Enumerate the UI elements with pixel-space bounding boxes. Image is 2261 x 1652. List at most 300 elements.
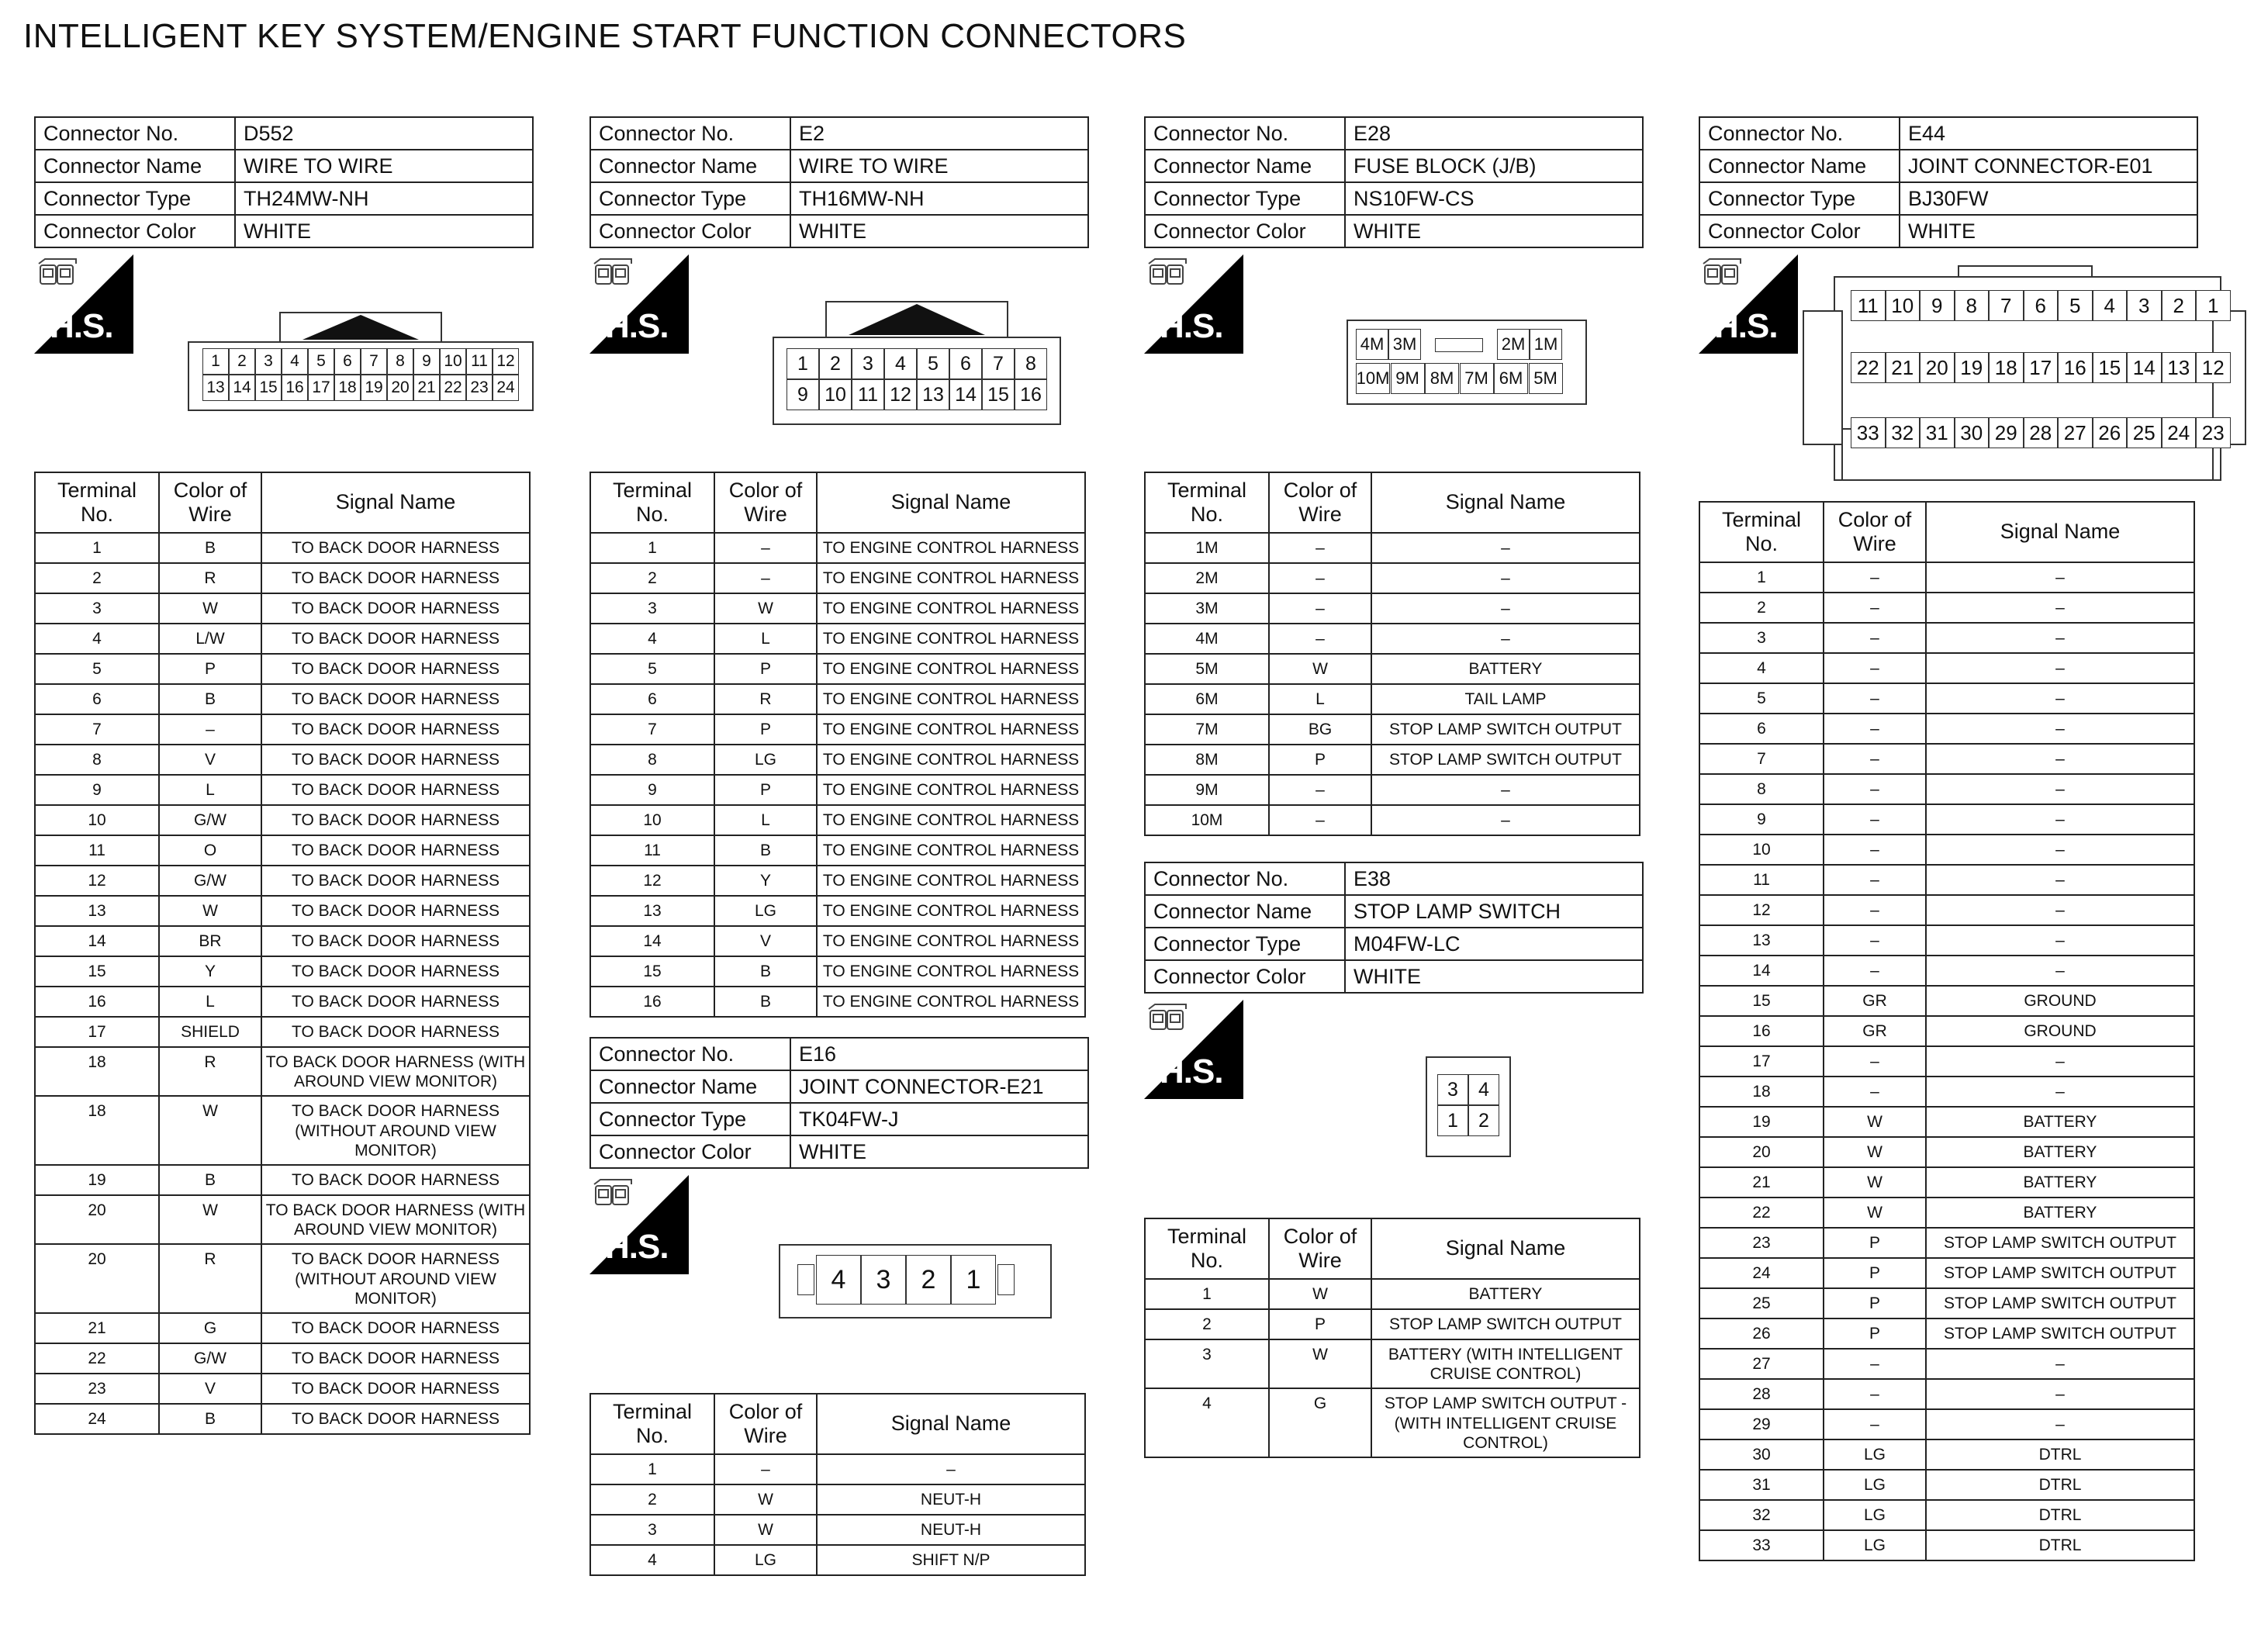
terminal-no: 15 [35,956,159,987]
terminal-row [35,1165,530,1195]
connector-type-value: NS10FW-CS [1345,182,1643,215]
connector-no-value: E44 [1900,117,2197,150]
wire-color: W [159,593,261,624]
pin-cell: 2 [2162,290,2197,321]
pin-cell: 20 [1920,352,1955,383]
connector-no-value: E2 [790,117,1088,150]
signal-name: – [1926,623,2194,653]
signal-name: TO ENGINE CONTROL HARNESS [817,835,1085,866]
wire-color: B [714,987,817,1017]
terminal-no: 17 [1699,1046,1824,1077]
terminal-row [1145,1388,1640,1457]
signal-name: – [1926,683,2194,714]
terminal-no: 15 [590,956,714,987]
signal-name: GROUND [1926,1016,2194,1046]
connector-name-label: Connector Name [590,150,790,182]
terminal-row [1699,744,2194,774]
terminal-no: 7 [590,714,714,745]
hs-badge-e16 [589,1175,689,1274]
wire-color: – [714,1454,817,1484]
terminal-no: 14 [590,926,714,956]
wire-color: – [1824,683,1926,714]
pin-cell: 3 [255,348,282,375]
terminal-header-row [1145,472,1640,533]
wire-color: R [159,563,261,593]
pin-cell: 7 [982,348,1015,379]
pin-cell: 16 [2058,352,2093,383]
signal-name: – [1926,714,2194,744]
terminal-row [35,835,530,866]
terminal-row [35,956,530,987]
signal-name: – [1371,624,1640,654]
terminal-no: 26 [1699,1318,1824,1349]
pin-cell: 18 [334,375,361,401]
terminal-no: 19 [35,1165,159,1195]
terminal-row [1145,1279,1640,1309]
terminal-no: 2 [590,1484,714,1515]
signal-name: TO BACK DOOR HARNESS [261,775,530,805]
signal-name: TO BACK DOOR HARNESS [261,745,530,775]
wire-color: R [714,684,817,714]
connector-type-label: Connector Type [1699,182,1900,215]
terminal-row [1699,956,2194,986]
signal-name: TO BACK DOOR HARNESS (WITHOUT AROUND VIEW MONITOR) [261,1244,530,1313]
wire-color: SHIELD [159,1017,261,1047]
terminal-row [1699,1288,2194,1318]
terminal-no: 9M [1145,775,1269,805]
pin-cell: 13 [917,379,949,410]
terminal-header-row [590,1394,1085,1454]
connector-no-value: E16 [790,1038,1088,1070]
terminal-row [35,1343,530,1374]
wire-color: LG [1824,1500,1926,1530]
terminal-no-header: Terminal No. [1699,502,1824,562]
signal-name: DTRL [1926,1439,2194,1470]
terminal-no: 2 [35,563,159,593]
connector-info-table [1144,862,1644,994]
connector-side-rail [1803,310,1843,445]
signal-name: TO ENGINE CONTROL HARNESS [817,896,1085,926]
pin-cell: 4 [816,1255,861,1305]
pin-cell: 1 [951,1255,996,1305]
terminal-header-row [35,472,530,533]
terminal-row [1145,1339,1640,1388]
terminal-no: 2 [1699,593,1824,623]
pin-cell: 4M [1356,329,1388,360]
terminal-row [35,1017,530,1047]
terminal-row [35,1047,530,1096]
pin-cell: 6 [949,348,982,379]
terminal-row [35,805,530,835]
terminal-row [590,926,1085,956]
connector-d552-header [34,116,534,248]
signal-name: GROUND [1926,986,2194,1016]
pin-cell: 21 [413,375,440,401]
wire-color: P [1269,1309,1371,1339]
signal-name: TO BACK DOOR HARNESS (WITH AROUND VIEW MONITOR) [261,1047,530,1096]
connector-color-label: Connector Color [1145,215,1345,247]
wire-color: L [714,805,817,835]
terminal-no: 9 [35,775,159,805]
pin-cell: 1M [1530,329,1562,360]
pin-cell: 18 [1989,352,2024,383]
wire-color: – [1824,562,1926,593]
terminal-row [35,563,530,593]
terminal-table [589,1393,1086,1576]
terminal-row [1699,774,2194,804]
signal-name: STOP LAMP SWITCH OUTPUT [1371,1309,1640,1339]
wire-color: Y [159,956,261,987]
connector-face-d552 [188,312,534,411]
signal-name: TO BACK DOOR HARNESS [261,805,530,835]
terminal-row [1145,563,1640,593]
signal-name-header: Signal Name [1926,502,2194,562]
signal-name: TO BACK DOOR HARNESS [261,835,530,866]
connector-color-label: Connector Color [590,215,790,247]
terminal-no: 8 [590,745,714,775]
signal-name: TO BACK DOOR HARNESS [261,896,530,926]
terminal-row [35,745,530,775]
signal-name: TO BACK DOOR HARNESS [261,1165,530,1195]
signal-name-header: Signal Name [1371,1218,1640,1279]
connector-e44-header [1699,116,2198,248]
connector-face-e16 [779,1244,1052,1318]
terminal-no: 21 [35,1313,159,1343]
terminal-row [35,926,530,956]
wire-color: B [714,956,817,987]
terminal-row [1699,1016,2194,1046]
pin-cell: 16 [282,375,308,401]
wire-color: – [1824,593,1926,623]
terminal-no: 5M [1145,654,1269,684]
connector-info-table [589,116,1089,248]
wire-color: W [1269,1339,1371,1388]
terminal-no: 21 [1699,1167,1824,1198]
terminal-no: 20 [1699,1137,1824,1167]
connector-face-e28 [1347,320,1587,405]
connector-color-label: Connector Color [1145,960,1345,993]
wire-color: – [1269,805,1371,835]
terminal-no: 8M [1145,745,1269,775]
signal-name: TO BACK DOOR HARNESS [261,654,530,684]
signal-name: STOP LAMP SWITCH OUTPUT [1926,1228,2194,1258]
terminal-row [590,1454,1085,1484]
signal-name: – [1926,774,2194,804]
terminal-row [1699,593,2194,623]
wire-color: LG [1824,1530,1926,1560]
wire-color: W [159,1096,261,1165]
terminal-row [1145,593,1640,624]
connector-type-label: Connector Type [590,1103,790,1135]
pin-cell: 8 [387,348,413,375]
hs-badge-e28 [1144,254,1243,354]
terminal-row [1699,804,2194,835]
terminal-row [590,624,1085,654]
terminal-row [1699,1530,2194,1560]
signal-name: TO BACK DOOR HARNESS [261,684,530,714]
hs-label: H.S. [605,1228,669,1266]
wire-color-header: Color of Wire [714,472,817,533]
signal-name: TO BACK DOOR HARNESS [261,1017,530,1047]
signal-name: TO ENGINE CONTROL HARNESS [817,533,1085,563]
wire-color: P [1824,1318,1926,1349]
pin-cell: 9 [1920,290,1955,321]
pin-cell: 19 [1955,352,1990,383]
terminal-row [1145,745,1640,775]
terminal-table [589,472,1086,1018]
wire-color: W [159,896,261,926]
wire-color: L [159,987,261,1017]
signal-name: DTRL [1926,1530,2194,1560]
terminal-no: 5 [590,654,714,684]
wire-color: W [1824,1137,1926,1167]
terminal-row [1699,986,2194,1016]
pin-cell: 10 [440,348,466,375]
terminal-no: 7 [1699,744,1824,774]
connector-no-label: Connector No. [1145,862,1345,895]
wire-color: B [159,1165,261,1195]
terminal-no: 12 [1699,895,1824,925]
connector-name-value: JOINT CONNECTOR-E01 [1900,150,2197,182]
wire-color: P [1269,745,1371,775]
pin-cell: 2 [906,1255,951,1305]
terminal-no: 33 [1699,1530,1824,1560]
terminal-row [35,1195,530,1244]
wire-color: W [714,1515,817,1545]
pin-cell: 21 [1886,352,1920,383]
terminal-table [1699,501,2195,1561]
connector-icon [39,259,76,284]
pin-cell: 1 [202,348,229,375]
connector-icon [1703,259,1741,284]
terminal-no: 24 [1699,1258,1824,1288]
pin-cell: 3 [1437,1074,1468,1105]
signal-name-header: Signal Name [261,472,530,533]
pin-cell: 7 [1989,290,2024,321]
wire-color: BG [1269,714,1371,745]
connector-name-label: Connector Name [1145,150,1345,182]
signal-name: BATTERY [1926,1107,2194,1137]
terminal-no: 2 [590,563,714,593]
wire-color: G/W [159,1343,261,1374]
terminal-row [1699,1077,2194,1107]
terminal-no: 4M [1145,624,1269,654]
wire-color: V [159,1374,261,1404]
wire-color: – [1824,653,1926,683]
connector-color-value: WHITE [790,215,1088,247]
terminal-no: 3 [1699,623,1824,653]
terminal-row [590,775,1085,805]
signal-name: TO BACK DOOR HARNESS [261,563,530,593]
pin-cell: 6M [1494,363,1528,394]
signal-name: – [1926,562,2194,593]
terminal-row [1699,1500,2194,1530]
terminal-no: 9 [1699,804,1824,835]
terminal-no: 1 [35,533,159,563]
terminal-no: 4 [590,624,714,654]
signal-name: NEUT-H [817,1484,1085,1515]
pin-cell: 1 [2196,290,2231,321]
terminal-no: 23 [1699,1228,1824,1258]
signal-name-header: Signal Name [1371,472,1640,533]
pin-cell: 7 [361,348,387,375]
wire-color: W [1269,1279,1371,1309]
pin-cell: 33 [1851,417,1886,448]
wire-color: – [1824,1409,1926,1439]
hs-badge-d552 [34,254,133,354]
wire-color: R [159,1047,261,1096]
wire-color: P [714,714,817,745]
terminal-no: 28 [1699,1379,1824,1409]
terminal-no: 29 [1699,1409,1824,1439]
signal-name: – [817,1454,1085,1484]
pin-cell: 3 [852,348,884,379]
wire-color: LG [1824,1439,1926,1470]
terminal-no: 9 [590,775,714,805]
connector-key-slot [1435,338,1483,352]
pin-cell: 31 [1920,417,1955,448]
signal-name: TO BACK DOOR HARNESS [261,714,530,745]
wire-color: LG [714,745,817,775]
connector-info-table [589,1037,1089,1169]
pin-cell: 26 [2093,417,2128,448]
terminal-row [1699,1439,2194,1470]
terminal-header-row [1699,502,2194,562]
pin-cell: 15 [255,375,282,401]
wire-color: LG [714,1545,817,1575]
pin-cell: 13 [202,375,229,401]
connector-end-slot [797,1264,814,1295]
terminal-row [35,593,530,624]
signal-name: DTRL [1926,1500,2194,1530]
signal-name: – [1371,533,1640,563]
terminal-no: 18 [35,1096,159,1165]
signal-name: TO BACK DOOR HARNESS [261,1343,530,1374]
wire-color: – [714,563,817,593]
pin-cell: 4 [2093,290,2128,321]
signal-name: TO ENGINE CONTROL HARNESS [817,624,1085,654]
terminal-no: 14 [35,926,159,956]
pin-cell: 11 [852,379,884,410]
terminal-no: 16 [35,987,159,1017]
pin-cell: 2M [1497,329,1530,360]
terminal-row [1699,1349,2194,1379]
wire-color: – [1269,533,1371,563]
signal-name: TO ENGINE CONTROL HARNESS [817,654,1085,684]
connector-type-label: Connector Type [35,182,235,215]
signal-name: – [1926,653,2194,683]
signal-name: BATTERY [1926,1167,2194,1198]
terminal-no-header: Terminal No. [1145,1218,1269,1279]
terminal-no: 7 [35,714,159,745]
terminal-no: 13 [35,896,159,926]
connector-type-label: Connector Type [590,182,790,215]
pin-cell: 22 [1851,352,1886,383]
connector-color-value: WHITE [1345,960,1643,993]
terminal-table-e2 [589,472,1086,1018]
pin-cell: 4 [884,348,917,379]
terminal-row [35,533,530,563]
connector-e38-header [1144,862,1644,994]
terminal-row [590,896,1085,926]
signal-name: BATTERY [1926,1137,2194,1167]
signal-name: STOP LAMP SWITCH OUTPUT [1371,714,1640,745]
terminal-no: 6 [1699,714,1824,744]
connector-color-value: WHITE [790,1135,1088,1168]
terminal-table-e28 [1144,472,1640,836]
connector-end-slot [997,1264,1015,1295]
connector-name-value: STOP LAMP SWITCH [1345,895,1643,928]
signal-name: – [1926,1379,2194,1409]
terminal-row [35,987,530,1017]
pin-cell: 24 [2162,417,2197,448]
signal-name: NEUT-H [817,1515,1085,1545]
signal-name: – [1926,1077,2194,1107]
terminal-no: 27 [1699,1349,1824,1379]
connector-no-label: Connector No. [35,117,235,150]
wire-color: L/W [159,624,261,654]
terminal-row [1699,1046,2194,1077]
terminal-no: 8 [1699,774,1824,804]
signal-name: TO ENGINE CONTROL HARNESS [817,563,1085,593]
connector-no-label: Connector No. [1145,117,1345,150]
signal-name: – [1926,804,2194,835]
terminal-row [35,684,530,714]
connector-e16-header [589,1037,1089,1169]
terminal-no: 1 [590,533,714,563]
signal-name: TO BACK DOOR HARNESS [261,866,530,896]
signal-name: TO BACK DOOR HARNESS [261,1404,530,1434]
terminal-row [35,1244,530,1313]
signal-name: – [1926,1349,2194,1379]
signal-name: TO BACK DOOR HARNESS [261,956,530,987]
wire-color: L [1269,684,1371,714]
terminal-row [1699,925,2194,956]
terminal-no: 1 [1699,562,1824,593]
wire-color: – [1824,956,1926,986]
signal-name: TO BACK DOOR HARNESS [261,624,530,654]
signal-name: TO ENGINE CONTROL HARNESS [817,775,1085,805]
terminal-no: 12 [35,866,159,896]
pin-cell: 29 [1989,417,2024,448]
terminal-no: 6 [590,684,714,714]
pin-cell: 2 [229,348,255,375]
wire-color: P [1824,1288,1926,1318]
terminal-row [35,654,530,684]
terminal-row [1145,714,1640,745]
terminal-row [1145,684,1640,714]
wire-color: GR [1824,1016,1926,1046]
pin-cell: 27 [2058,417,2093,448]
connector-no-value: E28 [1345,117,1643,150]
signal-name: TO BACK DOOR HARNESS (WITH AROUND VIEW MONITOR) [261,1195,530,1244]
terminal-row [1699,835,2194,865]
terminal-no-header: Terminal No. [1145,472,1269,533]
pin-cell: 13 [2162,352,2197,383]
signal-name: TO BACK DOOR HARNESS [261,533,530,563]
pin-cell: 32 [1886,417,1920,448]
terminal-no: 2 [1145,1309,1269,1339]
connector-icon [594,259,631,284]
wire-color: L [159,775,261,805]
pin-cell: 24 [493,375,519,401]
pin-cell: 1 [787,348,819,379]
wire-color: Y [714,866,817,896]
terminal-row [1699,1198,2194,1228]
wire-color: W [1824,1167,1926,1198]
terminal-row [1699,683,2194,714]
hs-label: H.S. [1714,307,1778,345]
